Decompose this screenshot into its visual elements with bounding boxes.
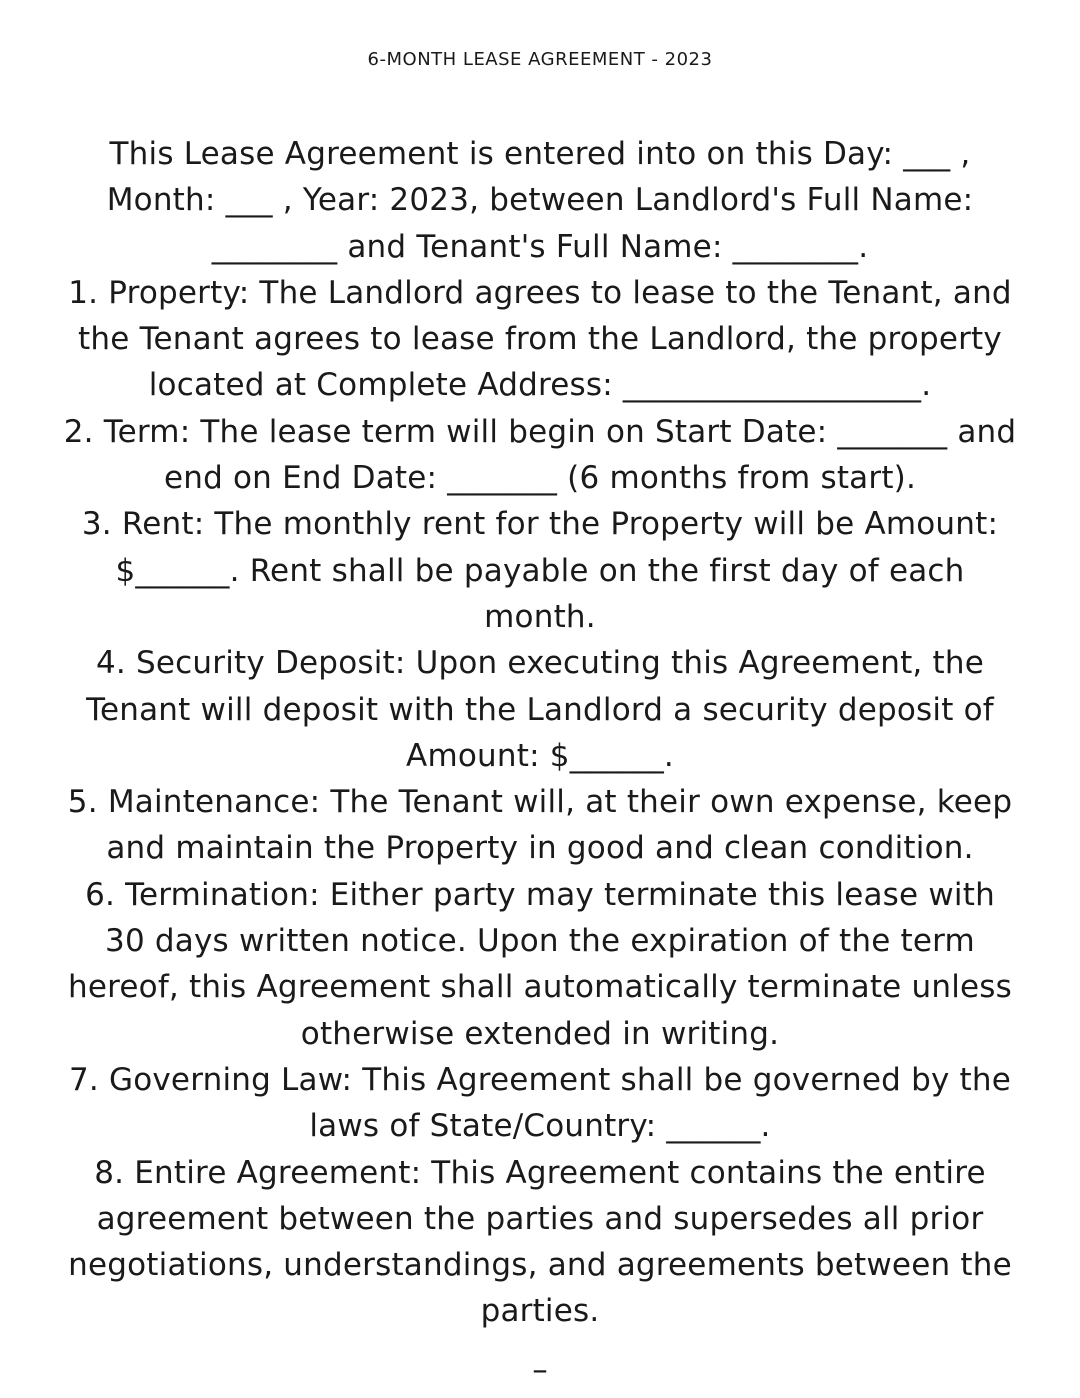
document-body (40, 131, 1040, 1335)
termination-clause-line-1: 6. Termination: Either party may terminate this lease with (85, 876, 995, 913)
entire-agreement-clause-line-2: agreement between the parties and supersedes all prior (96, 1200, 984, 1237)
property-clause-line-2: the Tenant agrees to lease from the Landlord, the property (78, 321, 1002, 358)
entire-agreement-clause-line-4: parties. (480, 1293, 600, 1330)
rent-clause-line-1: 3. Rent: The monthly rent for the Property will be Amount: (81, 506, 999, 543)
termination-clause-line-3: hereof, this Agreement shall automatically terminate unless (68, 969, 1012, 1006)
term-clause-line-2: end on End Date: _______ (6 months from start). (163, 460, 917, 497)
term-clause-line-1: 2. Term: The lease term will begin on Start Date: _______ and (63, 413, 1017, 450)
entire-agreement-clause-line-1: 8. Entire Agreement: This Agreement contains the entire (94, 1154, 986, 1191)
maintenance-clause-line-1: 5. Maintenance: The Tenant will, at their own expense, keep (67, 784, 1013, 821)
property-clause-line-3: located at Complete Address: ___________________. (148, 367, 932, 404)
deposit-clause-line-2: Tenant will deposit with the Landlord a security deposit of (86, 691, 994, 728)
governing-law-clause-line-2: laws of State/Country: ______. (309, 1108, 771, 1145)
document-title: 6-MONTH LEASE AGREEMENT - 2023 (367, 49, 713, 70)
entire-agreement-clause-line-3: negotiations, understandings, and agreements between the (68, 1247, 1012, 1284)
deposit-clause-line-3: Amount: $______. (406, 737, 674, 774)
maintenance-clause-line-2: and maintain the Property in good and clean condition. (106, 830, 974, 867)
rent-clause-line-3: month. (484, 598, 596, 635)
bottom-dash-mark: – (532, 1352, 548, 1388)
intro-line-3: ________ and Tenant's Full Name: ________. (211, 228, 869, 265)
intro-line-1: This Lease Agreement is entered into on this Day: ___ , (109, 136, 971, 172)
governing-law-clause-line-1: 7. Governing Law: This Agreement shall be governed by the (68, 1061, 1012, 1098)
property-clause-line-1: 1. Property: The Landlord agrees to lease to the Tenant, and (68, 274, 1012, 311)
termination-clause-line-2: 30 days written notice. Upon the expiration of the term (105, 923, 975, 960)
deposit-clause-line-1: 4. Security Deposit: Upon executing this Agreement, the (95, 645, 985, 682)
intro-line-2: Month: ___ , Year: 2023, between Landlord's Full Name: (106, 182, 974, 219)
termination-clause-line-4: otherwise extended in writing. (300, 1015, 780, 1052)
rent-clause-line-2: $______. Rent shall be payable on the first day of each (115, 552, 965, 589)
